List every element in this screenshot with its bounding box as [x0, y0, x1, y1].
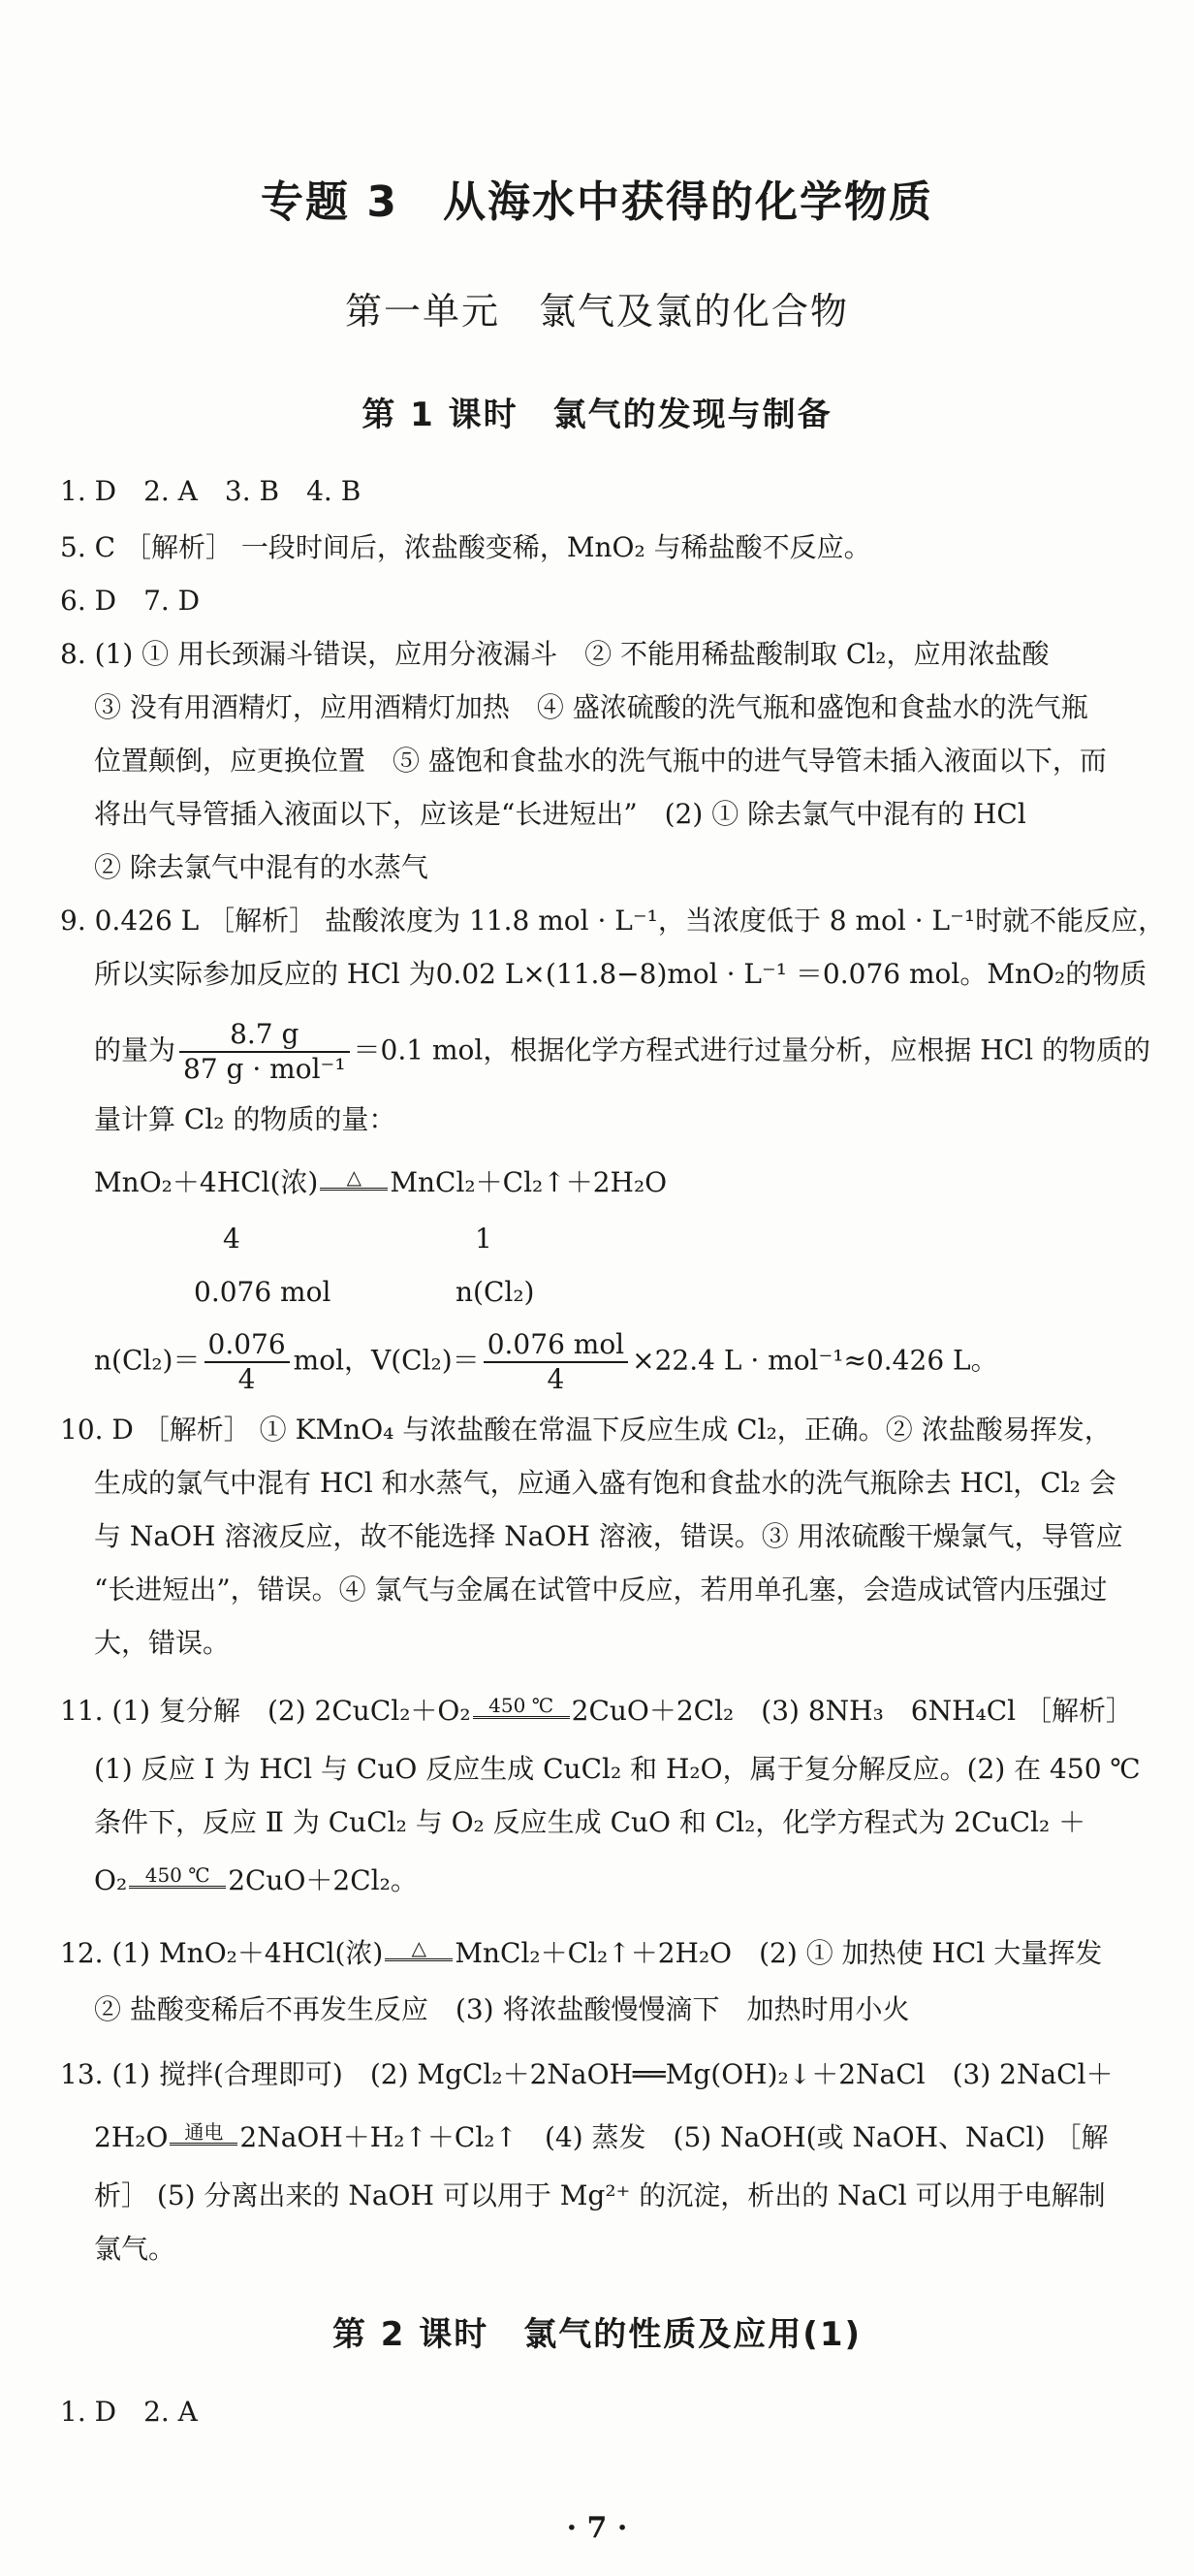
answer-line: 1. D 2. A — [60, 2396, 198, 2428]
reaction-condition — [385, 1937, 453, 1973]
condition-label: 通电 — [184, 2120, 224, 2144]
reaction-condition — [129, 1864, 226, 1900]
answer-line-fraction — [94, 1018, 1150, 1086]
page-number: · 7 · — [566, 2511, 628, 2545]
equation-line — [94, 1861, 418, 1900]
text: 11. (1) 复分解 (2) 2CuCl₂＋O₂ — [60, 1695, 471, 1727]
text: 12. (1) MnO₂＋4HCl(浓) — [60, 1937, 384, 1969]
topic-title: 专题 3 从海水中获得的化学物质 — [261, 177, 933, 227]
stoich-value: 4 — [223, 1223, 240, 1255]
text: 2H₂O — [94, 2121, 169, 2153]
unit-title: 第一单元 氯气及氯的化合物 — [344, 290, 849, 333]
equation-line — [60, 1934, 1102, 1973]
text: 2CuO＋2Cl₂。 — [228, 1864, 418, 1896]
equation-line — [60, 1692, 1133, 1731]
answer-line: 析］ (5) 分离出来的 NaOH 可以用于 Mg²⁺ 的沉淀，析出的 NaCl 可以用于电解制 — [94, 2179, 1106, 2211]
numerator: 0.076 — [204, 1328, 290, 1363]
fraction — [484, 1328, 628, 1396]
answer-line: 条件下，反应 Ⅱ 为 CuCl₂ 与 O₂ 反应生成 CuO 和 Cl₂，化学方程式为 2CuCl₂ ＋ — [94, 1806, 1086, 1838]
answer-line: 1. D 2. A 3. B 4. B — [60, 475, 361, 507]
reaction-condition — [320, 1166, 388, 1202]
answer-line: 将出气导管插入液面以下，应该是“长进短出” (2) ① 除去氯气中混有的 HCl — [94, 798, 1026, 830]
answer-line: 10. D ［解析］ ① KMnO₄ 与浓盐酸在常温下反应生成 Cl₂，正确。② 浓盐酸易挥发， — [60, 1414, 1112, 1446]
answer-line: 位置颠倒，应更换位置 ⑤ 盛饱和食盐水的洗气瓶中的进气导管未插入液面以下，而 — [94, 745, 1107, 777]
answer-line: “长进短出”，错误。④ 氯气与金属在试管中反应，若用单孔塞，会造成试管内压强过 — [94, 1574, 1108, 1606]
denominator: 4 — [547, 1363, 565, 1395]
answer-line: 13. (1) 搅拌(合理即可) (2) MgCl₂＋2NaOH══Mg(OH)₂↓＋2NaCl (3) 2NaCl＋ — [60, 2058, 1114, 2090]
answer-line: 生成的氯气中混有 HCl 和水蒸气，应通入盛有饱和食盐水的洗气瓶除去 HCl，Cl₂ 会 — [94, 1467, 1116, 1499]
text: O₂ — [94, 1864, 128, 1896]
condition-label: 450 ℃ — [144, 1863, 210, 1887]
equation-line — [94, 2118, 1108, 2157]
text: ×22.4 L · mol⁻¹≈0.426 L。 — [632, 1344, 998, 1377]
lesson1-title: 第 1 课时 氯气的发现与制备 — [361, 396, 833, 434]
condition-label: △ — [411, 1936, 427, 1959]
condition-label: 450 ℃ — [488, 1694, 554, 1717]
fraction — [179, 1018, 350, 1086]
condition-label: △ — [346, 1165, 362, 1189]
text: MnO₂＋4HCl(浓) — [94, 1166, 319, 1198]
answer-line: 所以实际参加反应的 HCl 为0.02 L×(11.8−8)mol · L⁻¹ ＝0.076 mol。MnO₂的物质 — [94, 958, 1147, 990]
answer-line: ③ 没有用酒精灯，应用酒精灯加热 ④ 盛浓硫酸的洗气瓶和盛饱和食盐水的洗气瓶 — [94, 691, 1088, 723]
lesson2-title: 第 2 课时 氯气的性质及应用(1) — [331, 2315, 863, 2354]
text: MnCl₂＋Cl₂↑＋2H₂O (2) ① 加热使 HCl 大量挥发 — [455, 1937, 1103, 1969]
fraction — [204, 1328, 290, 1396]
text: n(Cl₂)＝ — [94, 1344, 201, 1377]
text: 2CuO＋2Cl₂ (3) 8NH₃ 6NH₄Cl ［解析］ — [571, 1695, 1134, 1727]
equation-line — [94, 1163, 667, 1202]
stoich-value: 0.076 mol — [194, 1276, 331, 1308]
answer-line: 6. D 7. D — [60, 585, 201, 617]
answer-line-fraction — [94, 1328, 998, 1396]
text: ＝0.1 mol，根据化学方程式进行过量分析，应根据 HCl 的物质的 — [353, 1034, 1150, 1066]
text: mol，V(Cl₂)＝ — [293, 1344, 480, 1377]
numerator: 8.7 g — [179, 1018, 350, 1053]
answer-line: 8. (1) ① 用长颈漏斗错误，应用分液漏斗 ② 不能用稀盐酸制取 Cl₂，应用浓盐酸 — [60, 638, 1050, 670]
answer-line: 9. 0.426 L ［解析］ 盐酸浓度为 11.8 mol · L⁻¹，当浓度低于 8 mol · L⁻¹时就不能反应， — [60, 905, 1166, 937]
answer-line: 氯气。 — [94, 2233, 176, 2265]
text: 2NaOH＋H₂↑＋Cl₂↑ (4) 蒸发 (5) NaOH(或 NaOH、NaCl) ［解 — [239, 2121, 1109, 2153]
answer-line: 与 NaOH 溶液反应，故不能选择 NaOH 溶液，错误。③ 用浓硫酸干燥氯气，导管应 — [94, 1520, 1123, 1552]
answer-line: 5. C ［解析］ 一段时间后，浓盐酸变稀，MnO₂ 与稀盐酸不反应。 — [60, 531, 871, 563]
answer-line: 量计算 Cl₂ 的物质的量： — [94, 1103, 396, 1135]
denominator: 4 — [237, 1363, 256, 1395]
stoich-value: 1 — [475, 1223, 492, 1255]
answer-line: ② 盐酸变稀后不再发生反应 (3) 将浓盐酸慢慢滴下 加热时用小火 — [94, 1993, 910, 2025]
numerator: 0.076 mol — [484, 1328, 628, 1363]
reaction-condition — [473, 1695, 570, 1731]
answer-line: (1) 反应 Ⅰ 为 HCl 与 CuO 反应生成 CuCl₂ 和 H₂O，属于复分解反应。(2) 在 450 ℃ — [94, 1753, 1141, 1785]
stoich-value: n(Cl₂) — [456, 1276, 535, 1308]
text: MnCl₂＋Cl₂↑＋2H₂O — [390, 1166, 668, 1198]
answer-line: ② 除去氯气中混有的水蒸气 — [94, 851, 428, 883]
denominator: 87 g · mol⁻¹ — [183, 1053, 346, 1085]
reaction-condition — [170, 2121, 237, 2157]
text: 的量为 — [94, 1034, 176, 1066]
answer-line: 大，错误。 — [94, 1627, 231, 1659]
